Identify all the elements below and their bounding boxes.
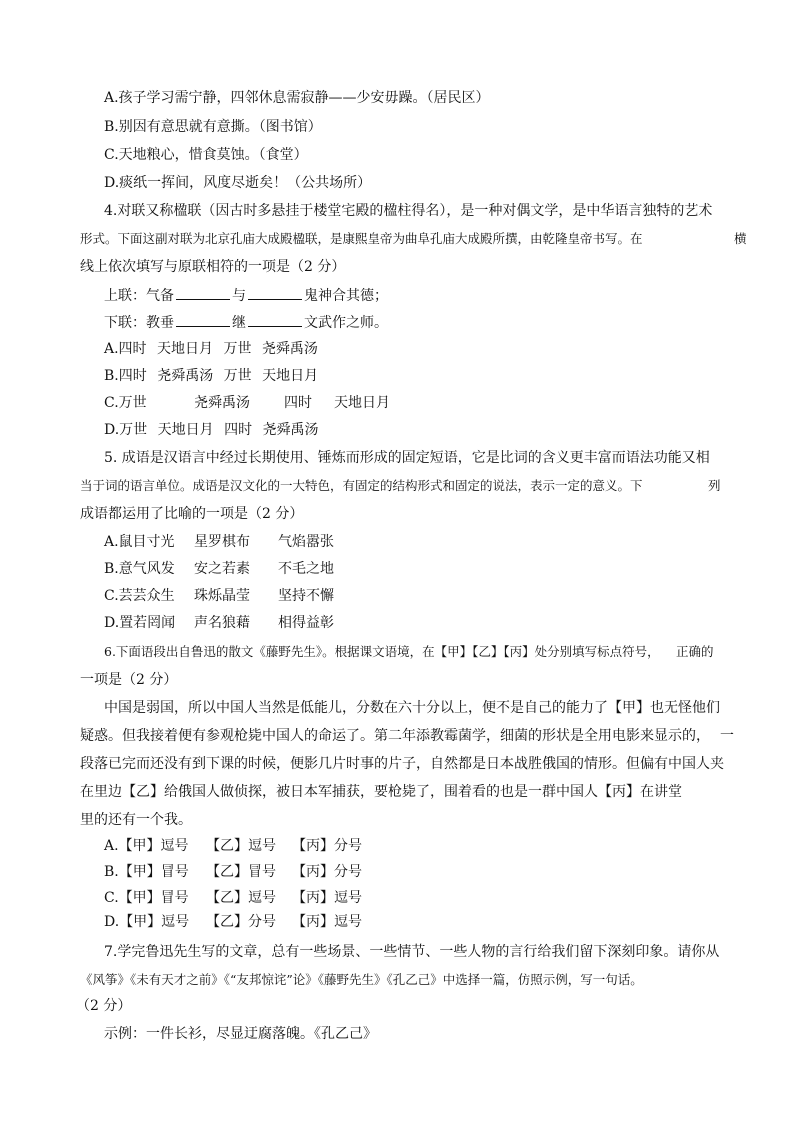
q5-b-2: 安之若素: [194, 561, 250, 577]
q6-a-1: A.【甲】逗号: [104, 838, 189, 854]
q5-stem-line2-text: 当于词的语言单位。成语是汉文化的一大特色，有固定的结构形式和固定的说法，表示一定的意义。下: [80, 478, 643, 493]
q6-passage-line5: 里的还有一个我。: [80, 812, 192, 828]
q4-c-4: 天地日月: [334, 395, 390, 411]
q6-b-1: B.【甲】冒号: [104, 864, 189, 880]
q7-stem-line1: 7.学完鲁迅先生写的文章，总有一些场景、一些情节、一些人物的言行给我们留下深刻印象。请你从: [104, 944, 720, 960]
q5-d-3: 相得益彰: [278, 615, 334, 631]
q5-d-2: 声名狼藉: [194, 615, 250, 631]
q6-a-3: 【丙】分号: [292, 838, 362, 854]
q4-d-1: D.万世: [104, 422, 148, 438]
q5-b-1: B.意气风发: [104, 561, 175, 577]
q6-option-c: [104, 888, 362, 908]
q4-b-3: 万世: [223, 368, 252, 384]
q4-option-a: [104, 339, 318, 359]
q4-stem-line2-text: 形式。下面这副对联为北京孔庙大成殿楹联，是康熙皇帝为曲阜孔庙大成殿所撰，由乾隆皇帝书写。在: [80, 231, 643, 246]
q5-stem-line1: 5. 成语是汉语言中经过长期使用、锤炼而形成的固定短语，它是比词的含义更丰富而语法功能又相: [104, 450, 710, 466]
q5-a-3: 气焰嚣张: [278, 534, 334, 550]
q5-option-b: [104, 559, 334, 579]
q6-stem-line1-text: 6.下面语段出自鲁迅的散文《藤野先生》。根据课文语境，在【甲】【乙】【丙】处分别填写标点符号，: [104, 644, 660, 659]
q6-option-a: [104, 836, 362, 856]
q4-upper-blank-2[interactable]: [248, 285, 302, 300]
q6-passage-line2: [80, 726, 734, 746]
q4-b-4: 天地日月: [262, 368, 319, 384]
q4-b-1: B.四时: [104, 368, 147, 384]
q4-b-2: 尧舜禹汤: [157, 368, 214, 384]
q5-option-d: [104, 613, 334, 633]
q6-option-b: [104, 862, 362, 882]
q6-b-3: 【丙】分号: [292, 864, 362, 880]
q6-stem-line1-tail: 正确的: [676, 644, 714, 659]
q6-passage-line4: 在里边【乙】给俄国人做侦探，被日本军捕获，要枪毙了，围着看的也是一群中国人【丙】在讲堂: [80, 784, 682, 800]
q4-lower-prefix: 下联：教垂: [104, 315, 174, 331]
q4-upper-mid: 与: [232, 288, 246, 304]
q4-option-d: [104, 420, 319, 440]
q4-c-1: C.万世: [104, 395, 147, 411]
q4-stem-line1: 4.对联又称楹联（因古时多悬挂于楼堂宅殿的楹柱得名），是一种对偶文学，是中华语言独特的艺术: [104, 203, 713, 219]
q5-stem-line2: [80, 476, 721, 496]
q4-d-3: 四时: [224, 422, 253, 438]
q3-option-a: A.孩子学习需宁静，四邻休息需寂静——少安毋躁。（居民区）: [104, 90, 490, 106]
q4-lower-blank-2[interactable]: [248, 312, 302, 327]
q4-stem-line2-tail: 横: [734, 231, 747, 246]
q4-lower-couplet: [104, 312, 388, 333]
q5-c-2: 珠烁晶莹: [194, 588, 250, 604]
q3-option-b: B.别因有意思就有意撕。（图书馆）: [104, 119, 322, 135]
q5-c-1: C.芸芸众生: [104, 588, 175, 604]
q4-c-3: 四时: [284, 395, 312, 411]
q5-d-1: D.置若罔闻: [104, 615, 176, 631]
q4-upper-prefix: 上联：气备: [104, 288, 174, 304]
q4-d-4: 尧舜禹汤: [262, 422, 319, 438]
q5-option-a: [104, 532, 334, 552]
q6-stem-line1: [104, 642, 714, 662]
q4-option-c: [104, 393, 390, 413]
q4-a-1: A.四时: [104, 341, 147, 357]
q4-a-3: 万世: [223, 341, 252, 357]
q7-stem-line3: （2 分）: [76, 998, 132, 1014]
q5-option-c: [104, 586, 334, 606]
q4-upper-suffix: 鬼神合其德；: [304, 288, 388, 304]
q6-passage-line2-text: 疑惑。但我接着便有参观枪毙中国人的命运了。第二年添教霉菌学，细菌的形状是全用电影来显示的，: [80, 728, 710, 744]
q5-b-3: 不毛之地: [278, 561, 334, 577]
q5-c-3: 坚持不懈: [278, 588, 334, 604]
q6-c-1: C.【甲】冒号: [104, 890, 189, 906]
q4-lower-blank-1[interactable]: [176, 312, 230, 327]
q6-c-3: 【丙】逗号: [292, 890, 362, 906]
q6-b-2: 【乙】冒号: [206, 864, 276, 880]
q4-d-2: 天地日月: [157, 422, 214, 438]
q6-option-d: [104, 912, 362, 932]
q4-c-2: 尧舜禹汤: [194, 395, 250, 411]
q4-option-b: [104, 366, 318, 386]
q6-passage-line1: 中国是弱国，所以中国人当然是低能儿，分数在六十分以上，便不是自己的能力了【甲】也无怪他们: [104, 700, 720, 716]
q6-d-3: 【丙】逗号: [292, 914, 362, 930]
q3-option-c: C.天地粮心，惜食莫蚀。（食堂）: [104, 147, 308, 163]
q4-stem-line3: 线上依次填写与原联相符的一项是（2 分）: [80, 259, 346, 275]
q4-a-2: 天地日月: [157, 341, 214, 357]
q4-stem-line2: [80, 229, 747, 249]
q6-c-2: 【乙】逗号: [206, 890, 276, 906]
q4-lower-suffix: 文武作之师。: [304, 315, 388, 331]
q4-upper-couplet: [104, 285, 388, 306]
q4-a-4: 尧舜禹汤: [261, 341, 318, 357]
q5-a-1: A.鼠目寸光: [104, 534, 175, 550]
q6-d-2: 【乙】分号: [206, 914, 276, 930]
q7-example: 示例：一件长衫，尽显迂腐落魄。《孔乙己》: [104, 1026, 377, 1042]
q5-stem-line3: 成语都运用了比喻的一项是（2 分）: [80, 506, 304, 522]
q4-lower-mid: 继: [232, 315, 246, 331]
q3-option-d: D.痰纸一挥间，风度尽逝矣！（公共场所）: [104, 175, 372, 191]
q6-stem-line2: 一项是（2 分）: [80, 672, 178, 688]
q6-a-2: 【乙】逗号: [206, 838, 276, 854]
q4-upper-blank-1[interactable]: [176, 285, 230, 300]
q6-passage-line2-tail: 一: [720, 728, 734, 744]
q5-a-2: 星罗棋布: [194, 534, 250, 550]
q6-passage-line3: 段落已完而还没有到下课的时候，便影几片时事的片子，自然都是日本战胜俄国的情形。但偏有中国人夹: [80, 756, 724, 772]
q5-stem-line2-tail: 列: [708, 478, 721, 493]
q6-d-1: D.【甲】逗号: [104, 914, 190, 930]
q7-stem-line2: 《风筝》《未有天才之前》《“友邦惊诧”论》《藤野先生》《孔乙己》中选择一篇，仿照示例，写一句话。: [80, 972, 643, 987]
